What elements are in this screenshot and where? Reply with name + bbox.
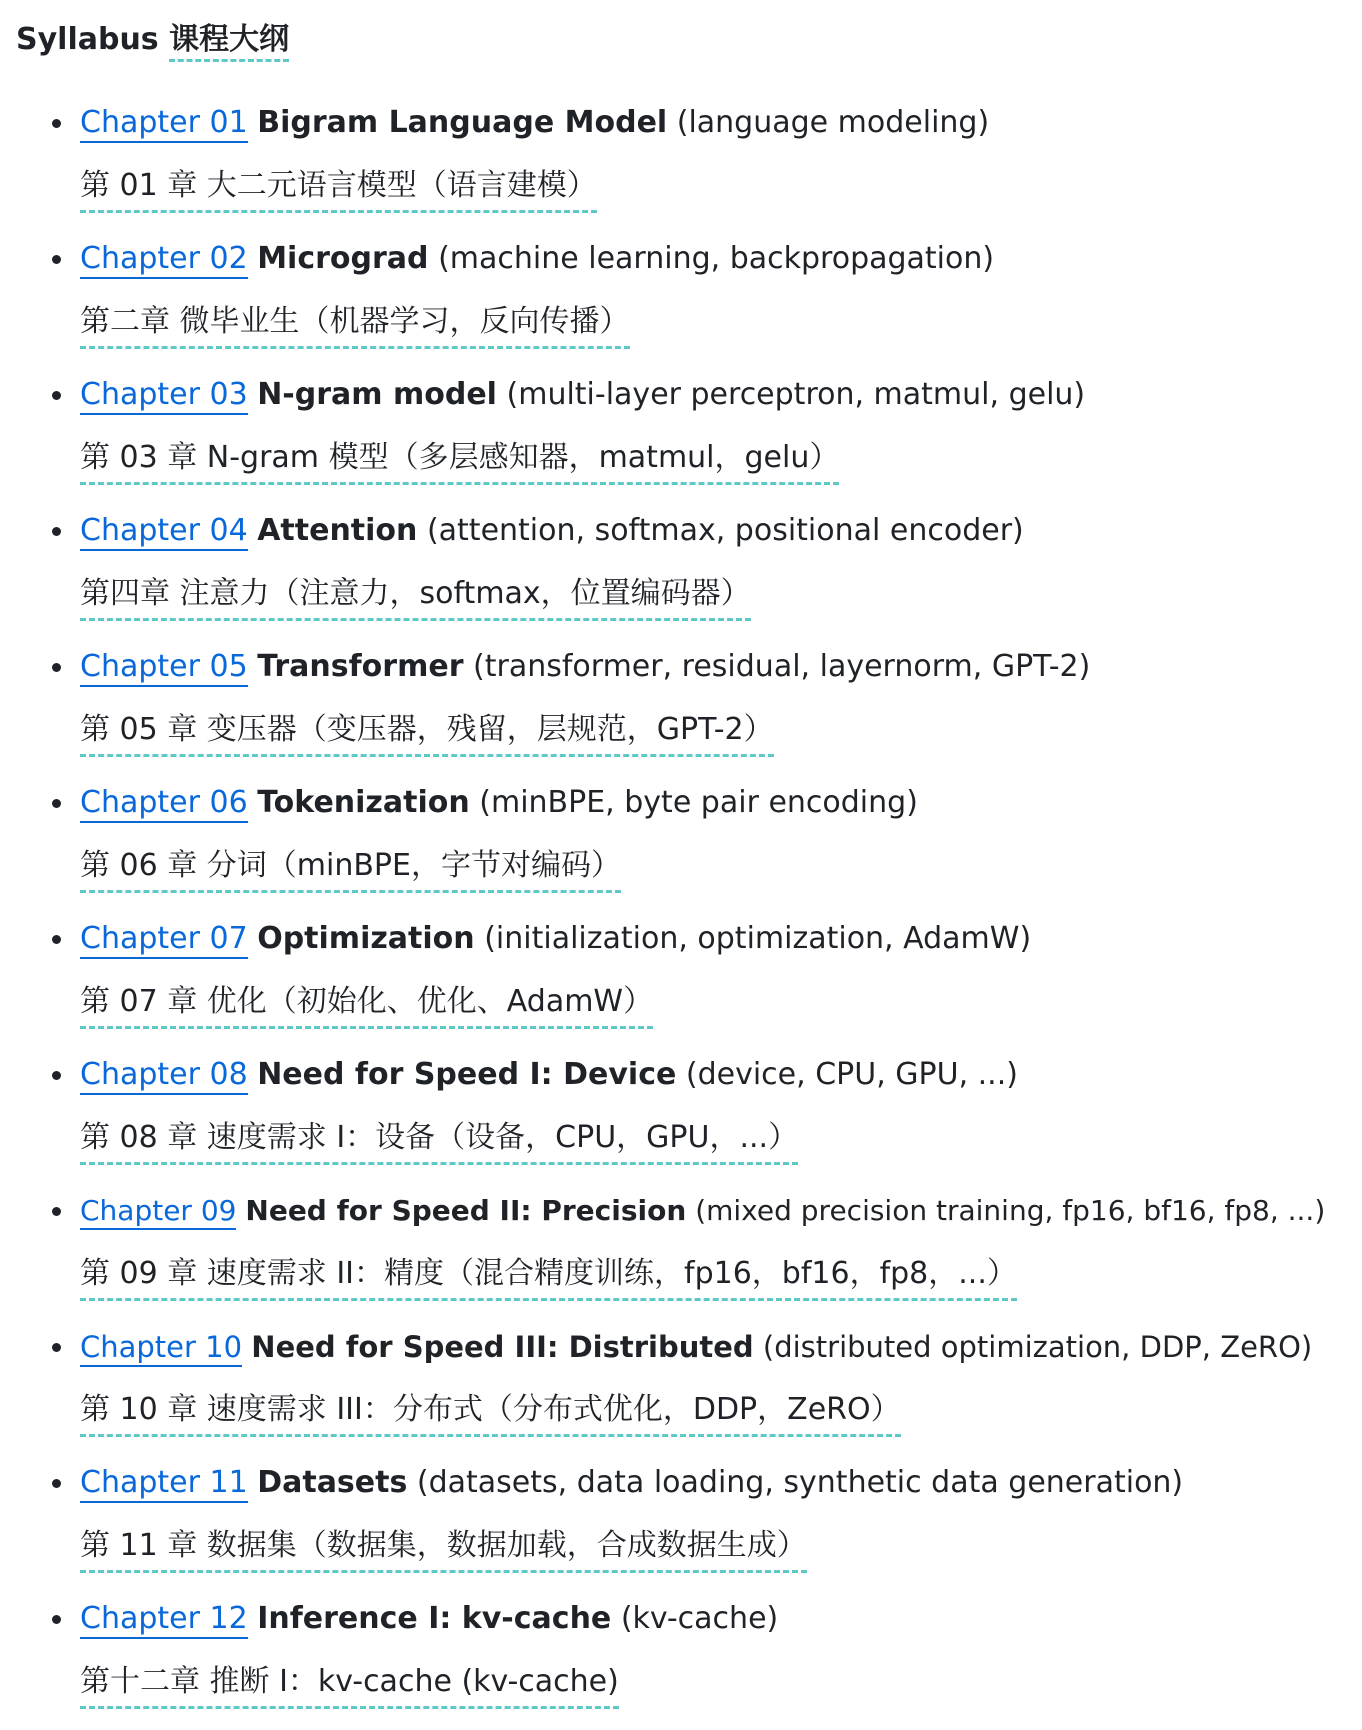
chapter-title: N-gram model xyxy=(257,377,497,412)
chapter-topics: (transformer, residual, layernorm, GPT-2) xyxy=(473,649,1091,684)
chapter-translation: 第 05 章 变压器（变压器，残留，层规范，GPT-2） xyxy=(80,708,774,757)
chapter-translation: 第 11 章 数据集（数据集，数据加载，合成数据生成） xyxy=(80,1524,807,1573)
chapter-translation: 第十二章 推断 I：kv-cache (kv-cache) xyxy=(80,1660,619,1709)
chapter-link[interactable]: Chapter 02 xyxy=(80,241,248,279)
chapter-item-10 xyxy=(0,1318,1362,1454)
chapter-item-08 xyxy=(0,1046,1362,1182)
chapter-link[interactable]: Chapter 09 xyxy=(80,1194,236,1230)
chapter-item-07 xyxy=(0,910,1362,1046)
bullet-icon xyxy=(52,527,61,536)
bullet-icon xyxy=(52,255,61,264)
chapter-title: Datasets xyxy=(257,1465,408,1500)
chapter-line xyxy=(80,1598,778,1640)
chapter-topics: (language modeling) xyxy=(676,105,990,140)
chapter-translation: 第二章 微毕业生（机器学习，反向传播） xyxy=(80,300,630,349)
chapter-translation: 第 08 章 速度需求 I：设备（设备，CPU，GPU，...） xyxy=(80,1116,798,1165)
chapter-title: Need for Speed I: Device xyxy=(257,1057,677,1092)
chapter-item-05 xyxy=(0,638,1362,774)
chapter-translation: 第 06 章 分词（minBPE，字节对编码） xyxy=(80,844,621,893)
chapter-link[interactable]: Chapter 01 xyxy=(80,105,248,143)
bullet-icon xyxy=(52,1615,61,1624)
chapter-topics: (device, CPU, GPU, ...) xyxy=(685,1057,1018,1092)
chapter-line xyxy=(80,238,994,280)
chapter-title: Optimization xyxy=(257,921,475,956)
chapter-title: Tokenization xyxy=(257,785,470,820)
bullet-icon xyxy=(52,1207,61,1216)
chapter-link[interactable]: Chapter 04 xyxy=(80,513,248,551)
bullet-icon xyxy=(52,663,61,672)
bullet-icon xyxy=(52,119,61,128)
chapter-item-12 xyxy=(0,1590,1362,1726)
chapter-link[interactable]: Chapter 11 xyxy=(80,1465,248,1503)
chapter-title: Need for Speed III: Distributed xyxy=(251,1330,754,1364)
chapter-line xyxy=(80,102,989,144)
page-title xyxy=(16,20,289,60)
chapter-line xyxy=(80,1190,1325,1232)
chapter-line xyxy=(80,782,918,824)
bullet-icon xyxy=(52,935,61,944)
chapter-translation: 第四章 注意力（注意力，softmax，位置编码器） xyxy=(80,572,751,621)
chapter-line xyxy=(80,918,1031,960)
bullet-icon xyxy=(52,1343,61,1352)
chapter-translation: 第 09 章 速度需求 II：精度（混合精度训练，fp16，bf16，fp8，...） xyxy=(80,1252,1017,1301)
bullet-icon xyxy=(52,799,61,808)
chapter-line xyxy=(80,1054,1018,1096)
chapter-topics: (kv-cache) xyxy=(620,1601,779,1636)
chapter-line xyxy=(80,1326,1312,1368)
chapter-link[interactable]: Chapter 07 xyxy=(80,921,248,959)
chapter-topics: (machine learning, backpropagation) xyxy=(438,241,995,276)
chapter-topics: (initialization, optimization, AdamW) xyxy=(484,921,1032,956)
page-title-zh: 课程大纲 xyxy=(169,22,289,62)
chapter-translation: 第 01 章 大二元语言模型（语言建模） xyxy=(80,164,597,213)
bullet-icon xyxy=(52,391,61,400)
chapter-link[interactable]: Chapter 06 xyxy=(80,785,248,823)
bullet-icon xyxy=(52,1479,61,1488)
chapter-item-11 xyxy=(0,1454,1362,1590)
chapter-link[interactable]: Chapter 05 xyxy=(80,649,248,687)
bullet-icon xyxy=(52,1071,61,1080)
chapter-link[interactable]: Chapter 12 xyxy=(80,1601,248,1639)
chapter-item-09 xyxy=(0,1182,1362,1318)
chapter-translation: 第 10 章 速度需求 III：分布式（分布式优化，DDP，ZeRO） xyxy=(80,1388,901,1437)
chapter-topics: (datasets, data loading, synthetic data generation) xyxy=(416,1465,1184,1500)
chapter-topics: (minBPE, byte pair encoding) xyxy=(479,785,918,820)
chapter-item-04 xyxy=(0,502,1362,638)
chapter-title: Attention xyxy=(257,513,418,548)
chapter-item-03 xyxy=(0,366,1362,502)
chapter-line xyxy=(80,646,1090,688)
chapter-item-01 xyxy=(0,94,1362,230)
page-title-en: Syllabus xyxy=(16,22,159,57)
chapter-link[interactable]: Chapter 10 xyxy=(80,1330,242,1367)
chapter-item-06 xyxy=(0,774,1362,910)
chapter-line xyxy=(80,374,1085,416)
chapter-topics: (attention, softmax, positional encoder) xyxy=(426,513,1024,548)
chapter-topics: (mixed precision training, fp16, bf16, fp8, ...) xyxy=(695,1194,1326,1227)
chapter-line xyxy=(80,510,1024,552)
chapter-title: Micrograd xyxy=(257,241,429,276)
chapter-topics: (multi-layer perceptron, matmul, gelu) xyxy=(506,377,1086,412)
chapter-title: Inference I: kv-cache xyxy=(257,1601,612,1636)
chapter-item-02 xyxy=(0,230,1362,366)
chapter-line xyxy=(80,1462,1183,1504)
chapter-link[interactable]: Chapter 03 xyxy=(80,377,248,415)
chapter-translation: 第 07 章 优化（初始化、优化、AdamW） xyxy=(80,980,653,1029)
chapter-title: Need for Speed II: Precision xyxy=(245,1194,687,1227)
chapter-link[interactable]: Chapter 08 xyxy=(80,1057,248,1095)
chapter-title: Bigram Language Model xyxy=(257,105,668,140)
chapter-translation: 第 03 章 N-gram 模型（多层感知器，matmul，gelu） xyxy=(80,436,839,485)
chapter-title: Transformer xyxy=(257,649,464,684)
chapter-topics: (distributed optimization, DDP, ZeRO) xyxy=(762,1330,1313,1364)
